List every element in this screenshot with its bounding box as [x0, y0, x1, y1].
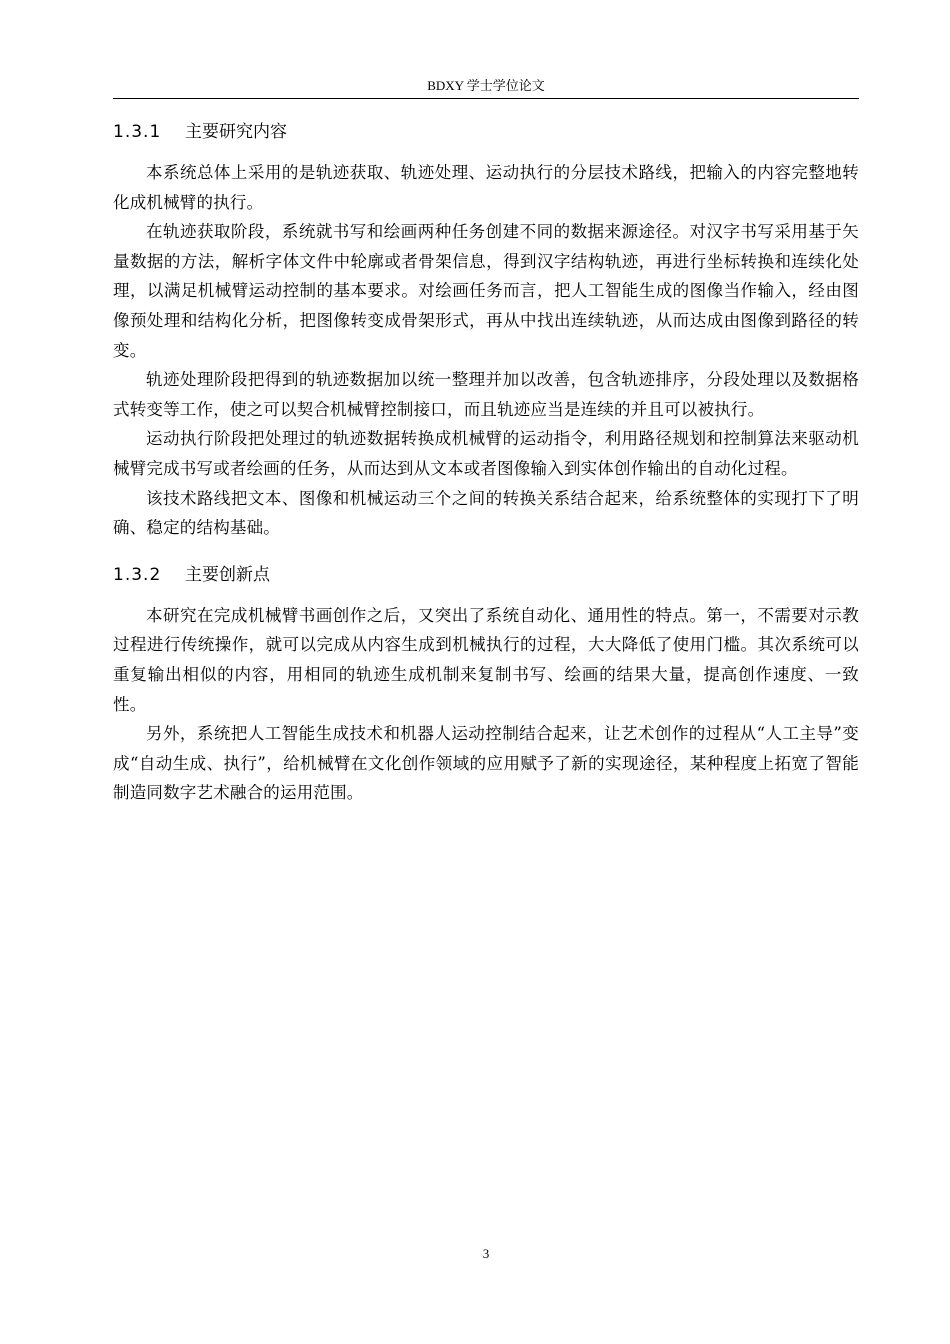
- section-title: 主要研究内容: [185, 122, 287, 142]
- body-area: [113, 116, 859, 808]
- running-header: BDXY 学士学位论文: [427, 78, 545, 93]
- paragraph: 轨迹处理阶段把得到的轨迹数据加以统一整理并加以改善，包含轨迹排序，分段处理以及数据格式转变等工作，使之可以契合机械臂控制接口，而且轨迹应当是连续的并且可以被执行。: [113, 370, 859, 419]
- paragraph: 运动执行阶段把处理过的轨迹数据转换成机械臂的运动指令，利用路径规划和控制算法来驱动机械臂完成书写或者绘画的任务，从而达到从文本或者图像输入到实体创作输出的自动化过程。: [113, 429, 859, 478]
- section-number: 1.3.2: [113, 564, 162, 585]
- paragraph: 本研究在完成机械臂书画创作之后，又突出了系统自动化、通用性的特点。第一，不需要对示教过程进行传统操作，就可以完成从内容生成到机械执行的过程，大大降低了使用门槛。其次系统可以重复输出相似的内容，用相同的轨迹生成机制来复制书写、绘画的结果大量，提高创作速度、一致性。: [113, 605, 859, 714]
- section-title: 主要创新点: [185, 564, 270, 585]
- section-heading: [113, 116, 859, 148]
- section-1-3-1: [113, 116, 859, 543]
- section-heading: [113, 559, 859, 591]
- paragraph: 另外，系统把人工智能生成技术和机器人运动控制结合起来，让艺术创作的过程从“人工主导”变成“自动生成、执行”，给机械臂在文化创作领域的应用赋予了新的实现途径，某种程度上拓宽了智能制造同数字艺术融合的运用范围。: [113, 724, 859, 803]
- section-number: 1.3.1: [113, 122, 162, 142]
- page-number: 3: [482, 1246, 490, 1261]
- paragraph: 本系统总体上采用的是轨迹获取、轨迹处理、运动执行的分层技术路线，把输入的内容完整地转化成机械臂的执行。: [113, 163, 859, 212]
- paragraph: 该技术路线把文本、图像和机械运动三个之间的转换关系结合起来，给系统整体的实现打下了明确、稳定的结构基础。: [113, 488, 859, 538]
- paragraph: 在轨迹获取阶段，系统就书写和绘画两种任务创建不同的数据来源途径。对汉字书写采用基于矢量数据的方法，解析字体文件中轮廓或者骨架信息，得到汉字结构轨迹，再进行坐标转换和连续化处理，以满足机械臂运动控制的基本要求。对绘画任务而言，把人工智能生成的图像当作输入，经由图像预处理和结构化分析，把图像转变成骨架形式，再从中找出连续轨迹，从而达成由图像到路径的转变。: [113, 222, 859, 360]
- section-1-3-2: [113, 559, 859, 808]
- header-rule: [113, 98, 859, 99]
